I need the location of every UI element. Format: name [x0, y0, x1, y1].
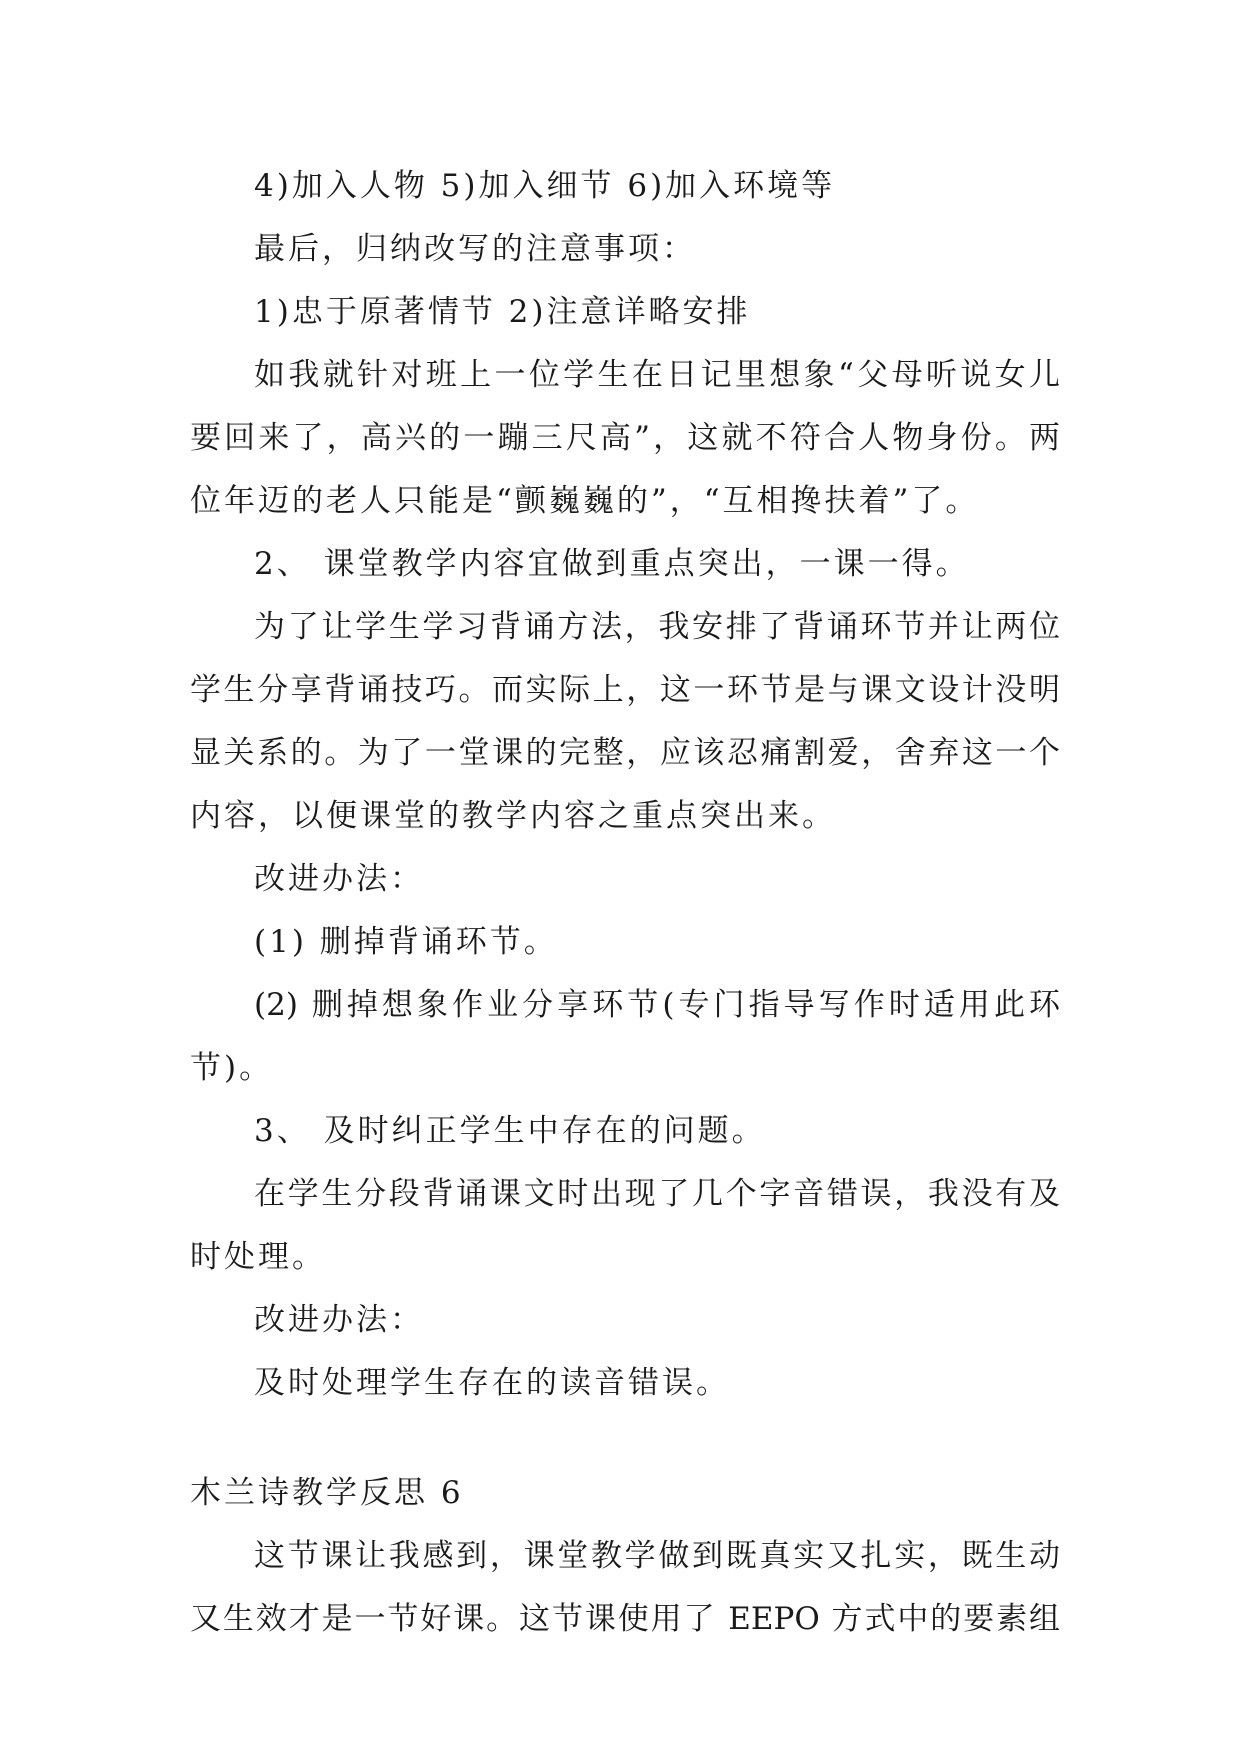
paragraph-line: 时处理。	[190, 1239, 326, 1275]
paragraph-line: 最后，归纳改写的注意事项：	[254, 231, 696, 267]
paragraph-line: 内容，以便课堂的教学内容之重点突出来。	[190, 798, 836, 834]
paragraph-line: 及时处理学生存在的读音错误。	[254, 1365, 730, 1401]
paragraph-line: 如我就针对班上一位学生在日记里想象“父母听说女儿	[254, 357, 1060, 393]
paragraph-line: 节)。	[190, 1050, 274, 1086]
paragraph-line: 这节课让我感到，课堂教学做到既真实又扎实，既生动	[254, 1538, 1060, 1574]
paragraph-line: 在学生分段背诵课文时出现了几个字音错误，我没有及	[254, 1176, 1060, 1212]
paragraph-line: 4)加入人物 5)加入细节 6)加入环境等	[254, 168, 836, 204]
paragraph-line: 为了让学生学习背诵方法，我安排了背诵环节并让两位	[254, 609, 1060, 645]
section-heading: 2、 课堂教学内容宜做到重点突出，一课一得。	[254, 546, 970, 582]
paragraph-line: 改进办法：	[254, 1302, 424, 1338]
list-item: (2) 删掉想象作业分享环节(专门指导写作时适用此环	[254, 987, 1060, 1023]
paragraph-line: 1)忠于原著情节 2)注意详略安排	[254, 294, 751, 330]
article-title: 木兰诗教学反思 6	[190, 1475, 464, 1511]
paragraph-line: 又生效才是一节好课。这节课使用了 EEPO 方式中的要素组	[190, 1601, 1060, 1637]
paragraph-line: 学生分享背诵技巧。而实际上，这一环节是与课文设计没明	[190, 672, 1060, 708]
section-heading: 3、 及时纠正学生中存在的问题。	[254, 1113, 766, 1149]
paragraph-line: 改进办法：	[254, 861, 424, 897]
paragraph-line: 位年迈的老人只能是“颤巍巍的”，“互相搀扶着”了。	[190, 483, 980, 519]
paragraph-line: 显关系的。为了一堂课的完整，应该忍痛割爱，舍弃这一个	[190, 735, 1060, 771]
paragraph-line: 要回来了，高兴的一蹦三尺高”，这就不符合人物身份。两	[190, 420, 1060, 456]
list-item: (1) 删掉背诵环节。	[254, 924, 558, 960]
